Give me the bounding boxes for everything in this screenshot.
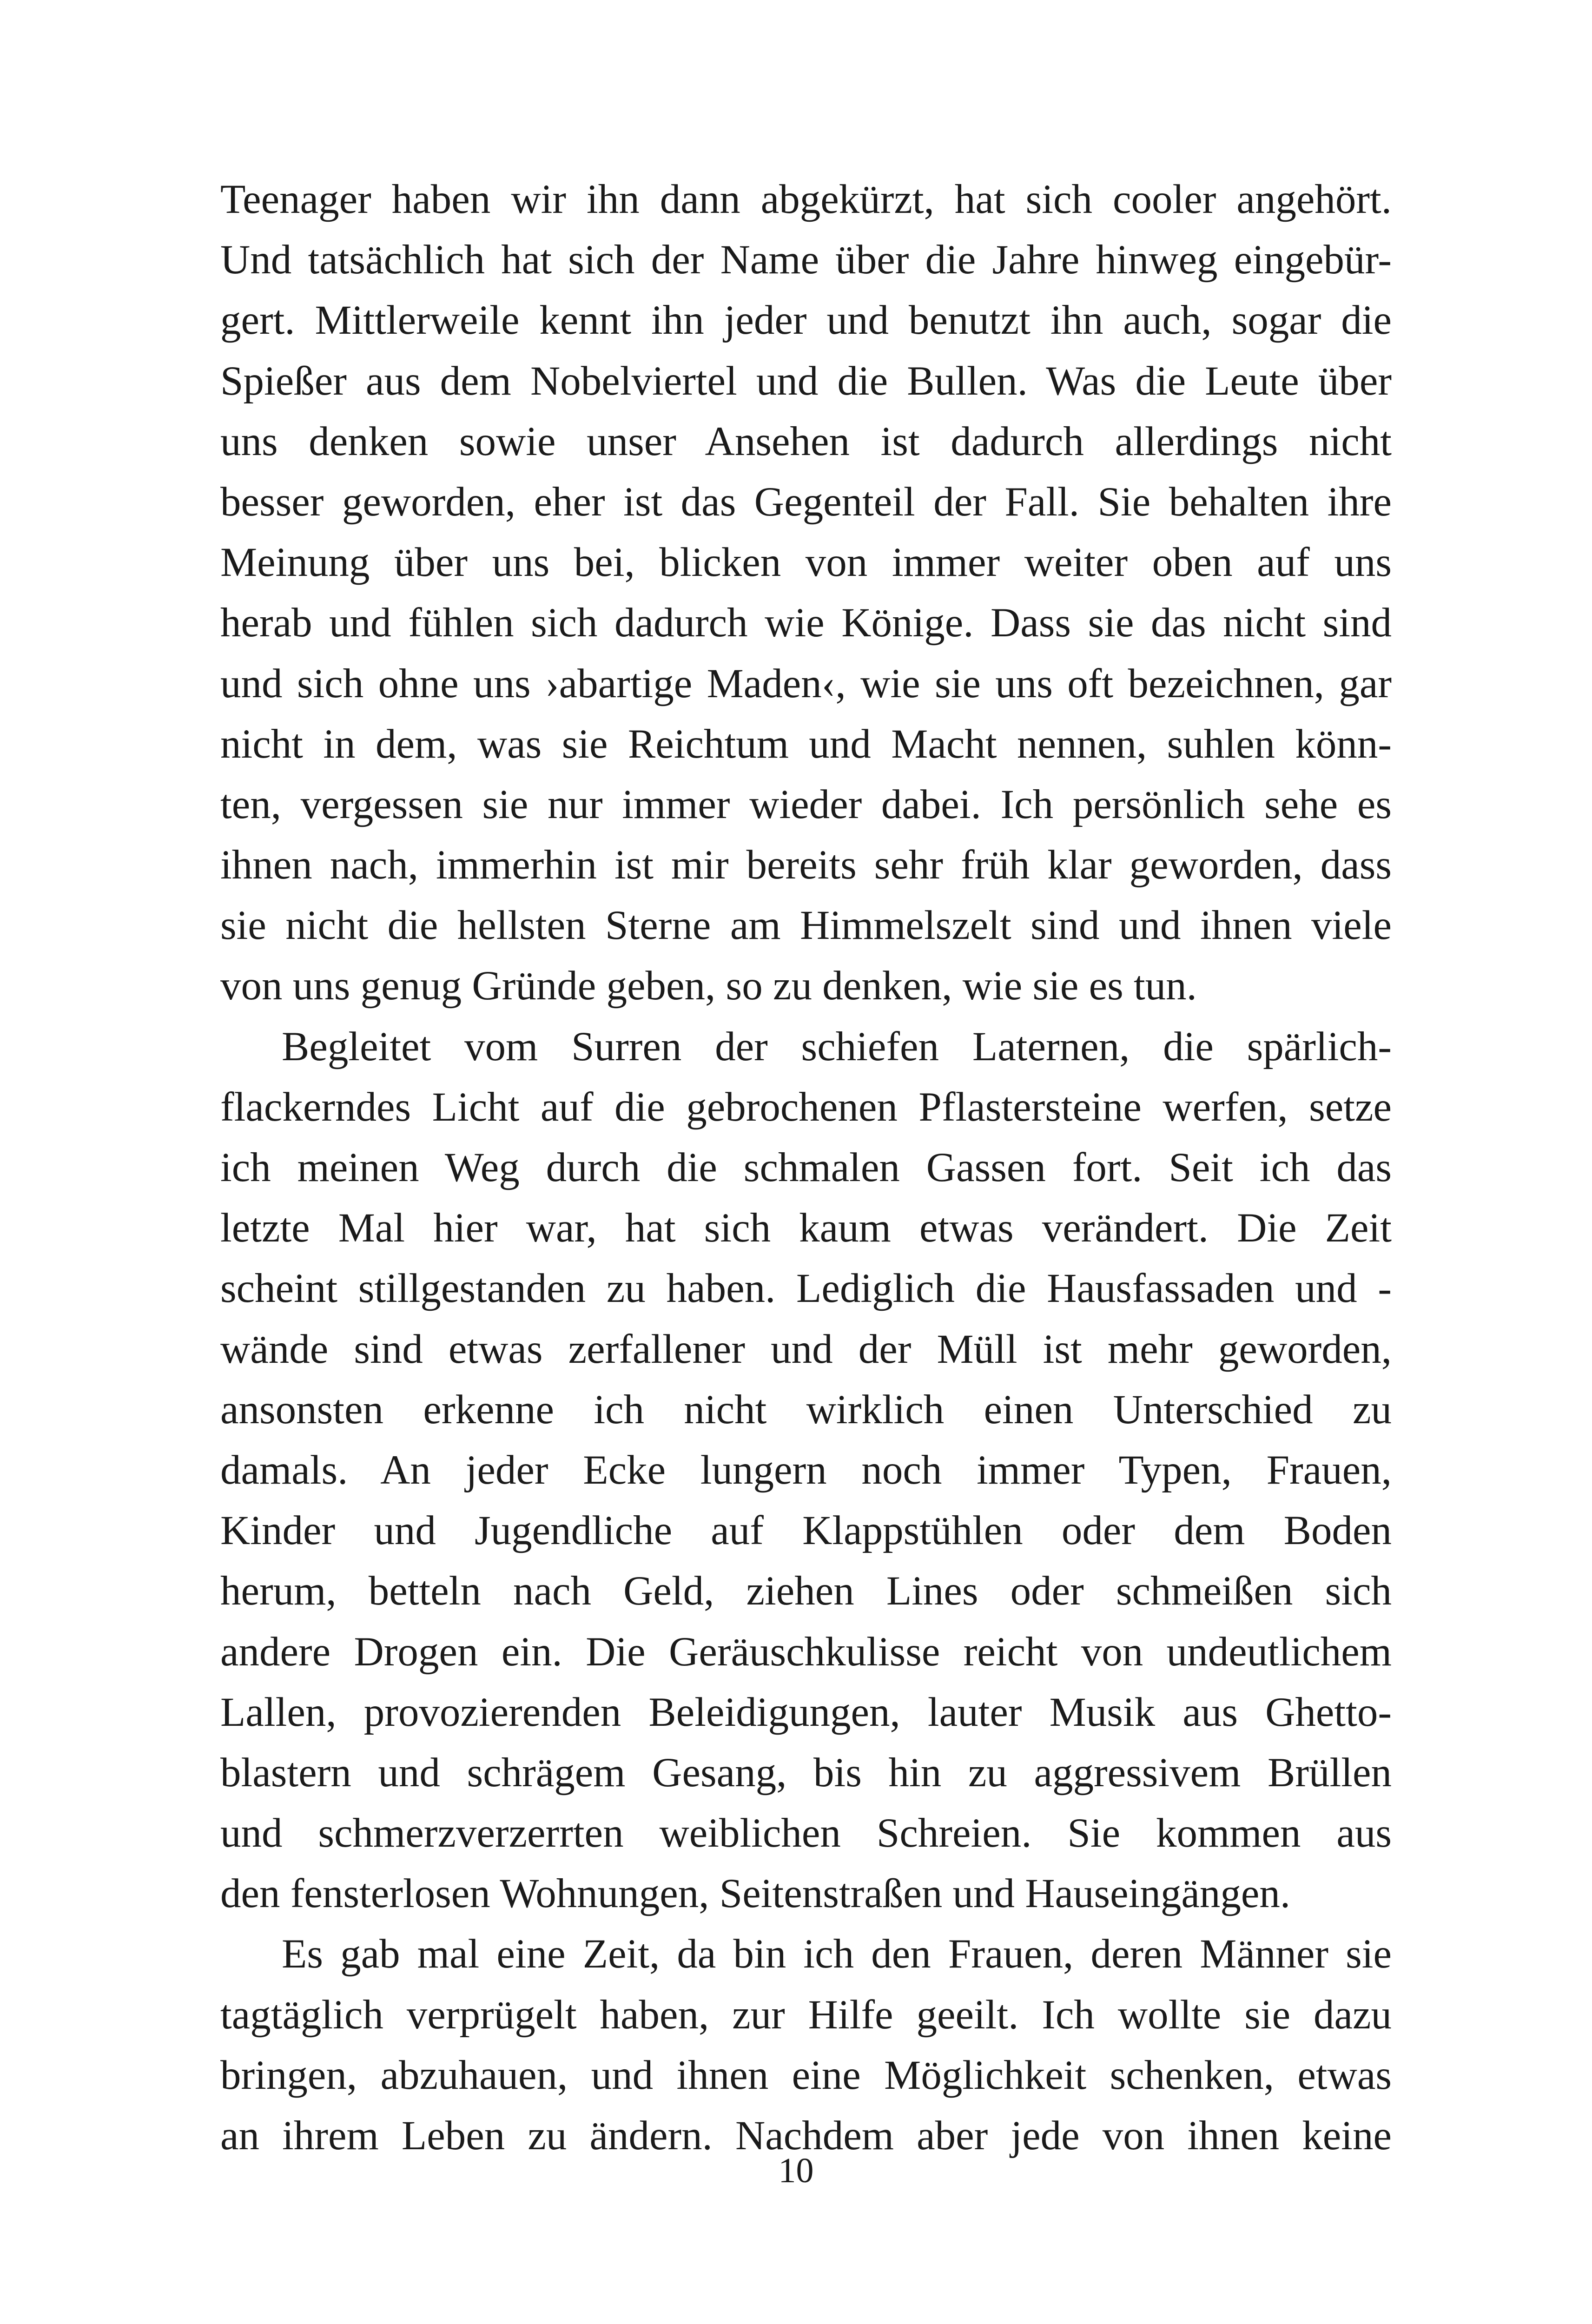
text-line: flackerndes Licht auf die gebrochenen Pflastersteine werfen, setze: [220, 1084, 1392, 1130]
text-line: ihnen nach, immerhin ist mir bereits sehr früh klar geworden, dass: [220, 842, 1392, 888]
text-line: damals. An jeder Ecke lungern noch immer Typen, Frauen,: [220, 1447, 1392, 1493]
paragraph-1: [220, 169, 1392, 1017]
text-line: uns denken sowie unser Ansehen ist dadurch allerdings nicht: [220, 418, 1392, 464]
text-line: Und tatsächlich hat sich der Name über die Jahre hinweg eingebür-: [220, 237, 1392, 283]
paragraph-3: [220, 1924, 1392, 2166]
text-line: Meinung über uns bei, blicken von immer weiter oben auf uns: [220, 540, 1392, 586]
text-line: Kinder und Jugendliche auf Klappstühlen oder dem Boden: [220, 1508, 1392, 1554]
text-line: herum, betteln nach Geld, ziehen Lines oder schmeißen sich: [220, 1568, 1392, 1614]
text-line: ansonsten erkenne ich nicht wirklich einen Unterschied zu: [220, 1386, 1392, 1433]
text-line: wände sind etwas zerfallener und der Müll ist mehr geworden,: [220, 1326, 1392, 1372]
text-line: tagtäglich verprügelt haben, zur Hilfe geeilt. Ich wollte sie dazu: [220, 1992, 1392, 2038]
text-line: Teenager haben wir ihn dann abgekürzt, hat sich cooler angehört.: [220, 177, 1392, 222]
text-line: an ihrem Leben zu ändern. Nachdem aber jede von ihnen keine: [220, 2113, 1392, 2159]
text-line: ich meinen Weg durch die schmalen Gassen fort. Seit ich das: [220, 1145, 1392, 1190]
text-line: den fensterlosen Wohnungen, Seitenstraßen und Hauseingängen.: [220, 1871, 1291, 1917]
text-line: und sich ohne uns ›abartige Maden‹, wie sie uns oft bezeichnen, gar: [220, 660, 1392, 706]
text-line: Lallen, provozierenden Beleidigungen, lauter Musik aus Ghetto-: [220, 1689, 1392, 1735]
text-line: von uns genug Gründe geben, so zu denken, wie sie es tun.: [220, 963, 1197, 1009]
text-line: Spießer aus dem Nobelviertel und die Bullen. Was die Leute über: [220, 358, 1392, 404]
text-line: nicht in dem, was sie Reichtum und Macht nennen, suhlen könn-: [220, 721, 1392, 767]
text-line: blastern und schrägem Gesang, bis hin zu aggressivem Brüllen: [220, 1750, 1392, 1796]
text-line: und schmerzverzerrten weiblichen Schreien. Sie kommen aus: [220, 1810, 1392, 1856]
text-line: sie nicht die hellsten Sterne am Himmelszelt sind und ihnen viele: [220, 903, 1392, 949]
text-line: bringen, abzuhauen, und ihnen eine Möglichkeit schenken, etwas: [220, 2052, 1392, 2098]
text-line: letzte Mal hier war, hat sich kaum etwas verändert. Die Zeit: [220, 1205, 1392, 1251]
text-line: scheint stillgestanden zu haben. Lediglich die Hausfassaden und -: [220, 1266, 1392, 1312]
text-line: ten, vergessen sie nur immer wieder dabei. Ich persönlich sehe es: [220, 781, 1392, 827]
body-text: [220, 169, 1392, 2166]
text-line: herab und fühlen sich dadurch wie Könige. Dass sie das nicht sind: [220, 600, 1392, 646]
paragraph-2: [220, 1017, 1392, 1924]
text-line: Es gab mal eine Zeit, da bin ich den Frauen, deren Männer sie: [282, 1931, 1392, 1977]
text-line: gert. Mittlerweile kennt ihn jeder und benutzt ihn auch, sogar die: [220, 297, 1392, 343]
text-line: andere Drogen ein. Die Geräuschkulisse reicht von undeutlichem: [220, 1629, 1392, 1675]
text-line: Begleitet vom Surren der schiefen Laternen, die spärlich-: [282, 1023, 1392, 1070]
page-number: 10: [778, 2151, 814, 2190]
text-line: besser geworden, eher ist das Gegenteil der Fall. Sie behalten ihre: [220, 479, 1392, 525]
